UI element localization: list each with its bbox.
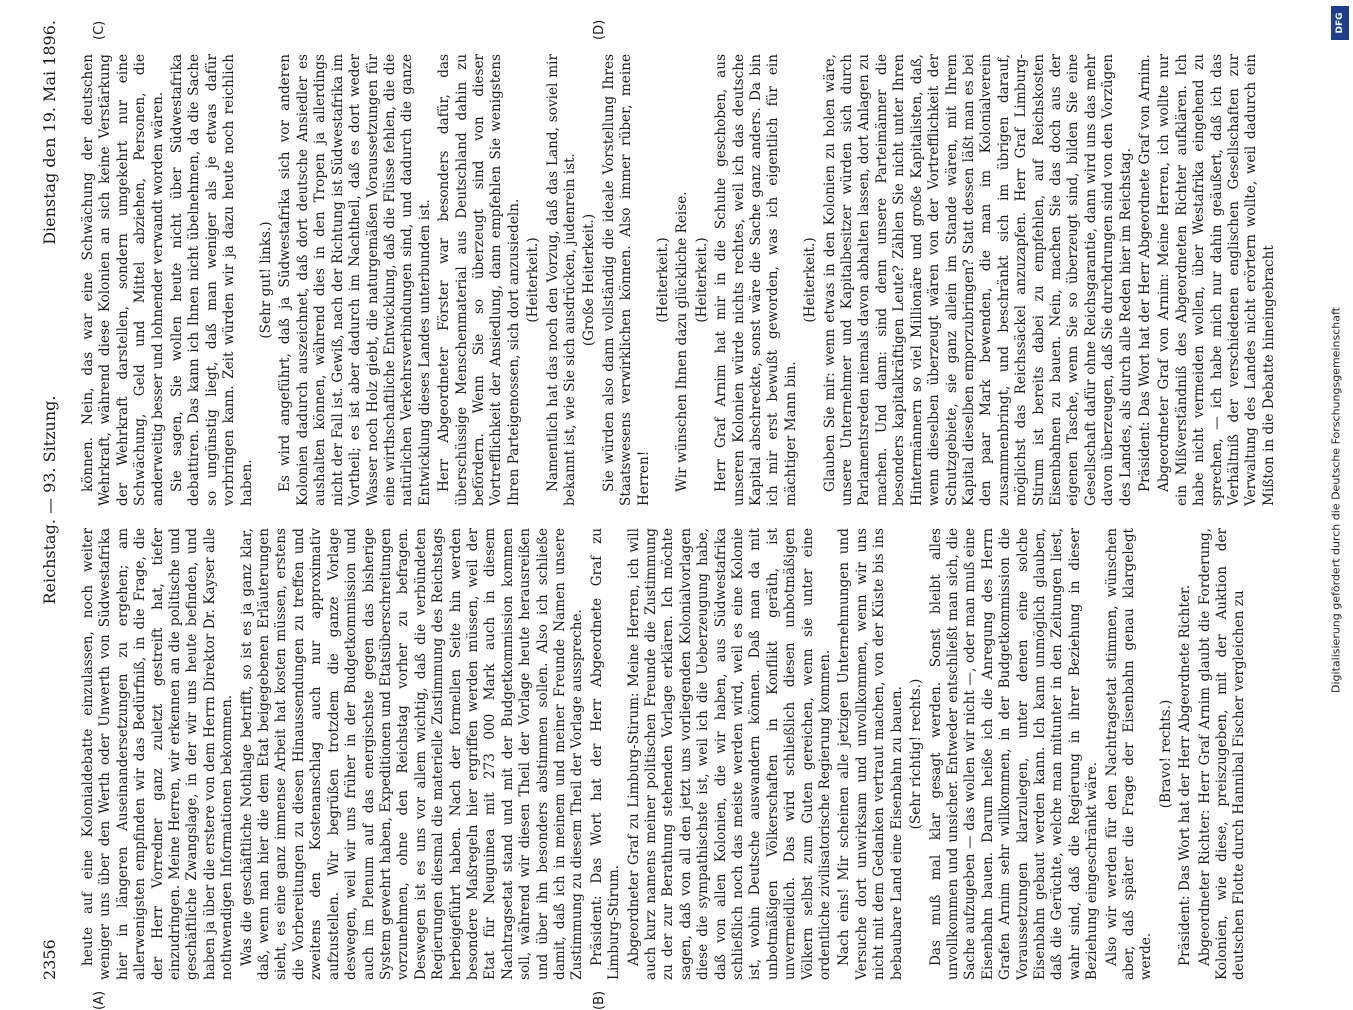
rotated-page [32, 19, 1322, 1010]
paragraph: Herr Abgeordneter Förster war besonders dafür, das überschüssige Menschenmaterial aus Deutschland dahin zu befördern. Wenn Sie so überzeugt sind von dieser Vortrefflichkeit der Ansiedlung, dann empfehlen Sie wenigstens Ihren Parteigenossen, sich dort anzusiedeln. [435, 54, 522, 506]
paragraph: Wir wünschen Ihnen dazu glückliche Reise. [673, 191, 690, 492]
paragraph: Nach eins! Mir scheinen alle jetzigen Unternehmungen und Versuche dort unwirksam und unvollkommen, wenn wir uns nicht mit dem Gedanken vertraut machen, von der Küste bis ins bebaubare Land eine Eisenbahn zu bauen. [835, 528, 905, 980]
left-column [80, 528, 1251, 980]
paragraph: Glauben Sie mir: wenn etwas in den Kolonien zu holen wäre, unsere Unternehmer und Kapitalbesitzer würden sich durch Parlamentsreden niemals davon abhalten lassen, dort Anlagen zu machen. Und dann: sind denn unsere Parteimänner die besonders kapitalkräftigen Leute? Zählen Sie nicht unter Ihren Hintermännern so viel Millionäre und große Kapitalisten, daß, wenn dieselben überzeugt wären von der Vortrefflichkeit der Schutzgebiete, sie ganz allein im Stande wären, mit Ihrem Kapital dieselben emporzubringen? Statt dessen läßt man es bei den paar Mark bewenden, die man im Kolonialverein zusammenbringt, und beschränkt sich im übrigen darauf, möglichst das Reichssäckel anzuzapfen. Herr Graf Limburg-Stirum ist bereits dabei zu empfehlen, auf Reichskosten Eisenbahnen zu bauen. Nein, machen Sie das doch aus der eigenen Tasche, wenn Sie so überzeugt sind, bilden Sie eine Gesellschaft dafür ohne Reichsgarantie, dann wird uns das mehr davon überzeugen, daß Sie durchdrungen sind von den Vorzügen des Landes, als durch alle Reden hier im Reichstag. [821, 54, 1134, 506]
paragraph: Namentlich hat das noch den Vorzug, daß das Land, soviel mir bekannt ist, wie Sie sich ausdrücken, judenrein ist. [544, 54, 578, 506]
funding-note-text: Digitalisierung gefördert durch die Deutsche Forschungsgemeinschaft [1329, 307, 1343, 693]
paragraph: Abgeordneter Graf von Arnim: Meine Herren, ich wollte nur ein Mißverständniß des Abgeordneten Richter aufklären. Ich habe nicht vermeiden wollen, über Westafrika eingehend zu sprechen, — ich habe mich nur dahin geäußert, daß ich das Verhältniß der verschiedenen englischen Gesellschaften zur Verwaltung des Landes nicht erörtern wollte, weil dadurch ein Mißton in die Debatte hineingebracht [1155, 54, 1277, 506]
margin-marker-d: (D) [591, 19, 607, 40]
interjection: (Heiterkeit.) [654, 237, 671, 323]
page-header [32, 20, 68, 980]
interjection: (Heiterkeit.) [524, 237, 541, 323]
paragraph: Abgeordneter Richter: Herr Graf Arnim glaubt die Forderung, Kolonien, wie diese, preiszugeben, mit der Auktion der deutschen Flotte durch Hannibal Fischer vergleichen zu [1196, 528, 1247, 980]
interjection: (Große Heiterkeit.) [580, 213, 597, 347]
paragraph: können. Nein, das war eine Schwächung der deutschen Wehrkraft, während diese Kolonien an sich keine Verstärkung der Wehrkraft darstellen, sondern umgekehrt nur eine Schwächung, Geld und Mittel abziehen, Personen, die anderweitig besser und lohnender verwandt worden wären. [79, 54, 166, 506]
paragraph: Abgeordneter Graf zu Limburg-Stirum: Meine Herren, ich will auch kurz namens meiner politischen Freunde die Zustimmung zu der zur Berathung stehenden Vorlage erklären. Ich möchte sagen, daß von all den jetzt uns vorliegenden Kolonialvorlagen diese die sympathischste ist, weil ich die Ueberzeugung habe, daß von allen Kolonien, die wir haben, aus Südwestafrika schließlich noch das meiste werden wird, weil es eine Kolonie ist, wohin Deutsche auswandern können. Daß man da mit unbotmäßigen Völkerschaften in Konflikt geräth, ist unvermeidlich. Das wird schließlich diesen unbotmäßigen Völkern selbst zum Guten gereichen, wenn sie unter eine ordentliche zivilisatorische Regierung kommen. [625, 528, 833, 980]
paragraph: Das muß mal klar gesagt werden. Sonst bleibt alles unvollkommen und unsicher. Entweder entschließt man sich, die Sache aufzugeben — das wollen wir nicht —, oder man muß eine Eisenbahn bauen. Darum heiße ich die Anregung des Herrn Grafen Arnim sehr willkommen, in der Budgetkommission die Voraussetzungen klarzulegen, unter denen eine solche Eisenbahn gebaut werden kann. Ich kann unmöglich glauben, daß die Gerüchte, welche man mitunter in den Zeitungen liest, wahr sind, daß die Regierung in ihrer Beziehung in dieser Beziehung eingeschränkt wäre. [927, 528, 1100, 980]
paragraph: Sie sagen, Sie wollen heute nicht über Südwestafrika debattiren. Das kann ich Ihnen nicht übelnehmen, da die Sache so ungünstig liegt, daß man weniger als je etwas dafür vorbringen kann. Zeit würden wir ja dazu heute noch reichlich haben. [168, 54, 255, 506]
paragraph: Präsident: Das Wort hat der Herr Abgeordnete Graf zu Limburg-Stirum. [588, 528, 622, 980]
paragraph: Präsident: Das Wort hat der Herr Abgeordnete Graf von Arnim. [1136, 54, 1153, 492]
margin-marker-b: (B) [591, 990, 607, 1010]
margin-marker-c: (C) [91, 20, 107, 40]
paragraph: Es wird angeführt, daß ja Südwestafrika sich vor anderen Kolonien dadurch auszeichnet, daß dort deutsche Ansiedler es aushalten können, während dies in den Tropen ja allerdings nicht der Fall ist. Gewiß, nach der Richtung ist Südwestafrika im Vortheil; es ist aber dadurch im Nachtheil, daß es dort weder Wasser noch Holz giebt, die naturgemäßen Voraussetzungen für eine wirthschaftliche Entwicklung, daß die Flüsse fehlen, die die natürlichen Verkehrsverbindungen sind, und dadurch die ganze Entwicklung dieses Landes unterbunden ist. [276, 54, 433, 506]
interjection: (Sehr richtig! rechts.) [907, 678, 924, 830]
dfg-logo [1331, 6, 1349, 40]
session-date: Dienstag den 19. Mai 1896. [39, 20, 59, 245]
funding-note [1325, 10, 1347, 990]
page-number: 2356 [39, 939, 59, 980]
paragraph: Herr Graf Arnim hat mir in die Schuhe geschoben, aus unseren Kolonien würde nichts rechtes, weil ich das deutsche Kapital abschreckte, sonst wäre die Sache ganz anders. Da bin ich mir erst bewußt geworden, was ich eigentlich für ein mächtiger Mann bin. [712, 54, 799, 506]
right-column [80, 54, 1280, 506]
dfg-logo-text: DFG [1335, 12, 1345, 34]
margin-marker-a: (A) [91, 990, 107, 1010]
paragraph: heute auf eine Kolonialdebatte einzulassen, noch weiter weniger uns über den Werth oder Unwerth von Südwestafrika hier in längeren Auseinandersetzungen zu ergehen; am allerwenigsten empfinden wir das Bedürfniß, in die Frage, die der Herr Vorredner ganz zuletzt gestreift hat, tiefer einzudringen. Meine Herren, wir erkennen an die politische und geschäftliche Zwangslage, in der wir uns heute befinden, und haben ja über die erstere von dem Herrn Direktor Dr. Kayser alle nothwendigen Informationen bekommen. [79, 528, 235, 980]
paragraph: Was die geschäftliche Nothlage betrifft, so ist es ja ganz klar, daß, wenn man hier die dem Etat beigegebenen Erläuterungen sieht, es eine ganz immense Arbeit hat kosten müssen, erstens die Vorbereitungen zu diesen Hinaussendungen zu treffen und zweitens den Kostenanschlag auch nur approximativ aufzustellen. Wir begrüßen trotzdem die ganze Vorlage deswegen, weil wir uns früher in der Budgetkommission und auch im Plenum auf das energischste gegen das bisherige System gewehrt haben, Expeditionen und Etatsüberschreitungen vorzunehmen, ohne den Reichstag vorher zu befragen. Deswegen ist es uns vor allem wichtig, daß die verbündeten Regierungen diesmal die materielle Zustimmung des Reichstags herbeigeführt haben. Nach der formellen Seite hin werden besondere Maßregeln hier ergriffen werden müssen, weil der Etat für Neuguinea mit 273 000 Mark auch in diesem Nachtragsetat stand und mit der Budgetkommission kommen soll, während wir diesen Theil der Vorlage heute herausreißen und über ihn besonders abstimmen sollen. Also ich schließe damit, daß ich in meinem und meiner Freunde Namen unsere Zustimmung zu diesem Theil der Vorlage ausspreche. [238, 528, 585, 980]
interjection: (Heiterkeit.) [693, 237, 710, 323]
session-title: Reichstag. — 93. Sitzung. [39, 395, 59, 605]
interjection: (Bravo! rechts.) [1157, 699, 1174, 809]
paragraph: Präsident: Das Wort hat der Herr Abgeordnete Richter. [1176, 584, 1193, 966]
paragraph: Sie würden also dann vollständig die ideale Vorstellung Ihres Staatswesens verwirklichen können. Also immer rüber, meine Herren! [600, 54, 652, 506]
interjection: (Sehr gut! links.) [257, 221, 274, 339]
interjection: (Heiterkeit.) [801, 237, 818, 323]
paragraph: Also wir werden für den Nachtragsetat stimmen, wünschen aber, daß später die Frage der Eisenbahn genau klargelegt werde. [1103, 528, 1154, 980]
